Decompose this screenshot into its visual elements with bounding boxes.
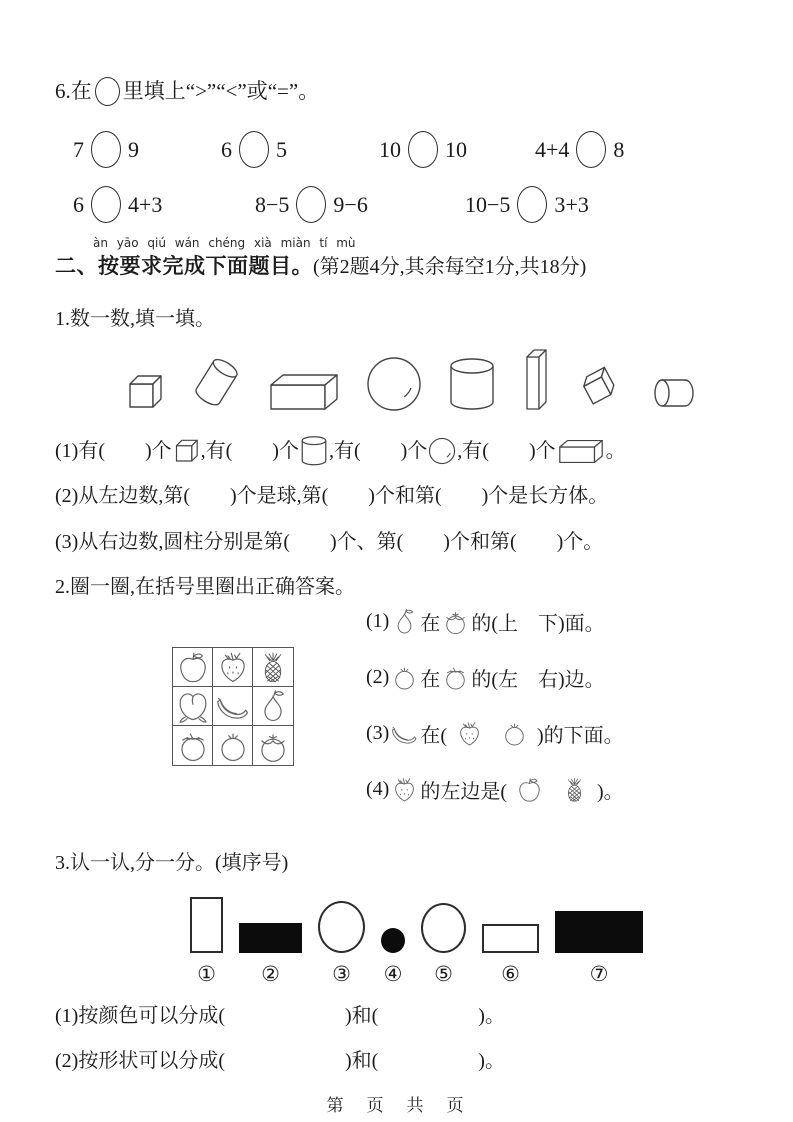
q3-flat-shapes-row <box>190 897 738 986</box>
shape-item <box>318 901 365 986</box>
item-text: )的下面。 <box>537 724 624 747</box>
shape-item <box>190 897 223 986</box>
shape-number-label: ③ <box>332 962 351 986</box>
item-text: 的左边是( <box>420 780 507 803</box>
orange-icon <box>501 720 528 747</box>
section2-title: 二、按要求完成下面题目。 <box>55 255 313 278</box>
white-rect-shape <box>482 924 539 953</box>
white-circle-shape <box>318 901 365 953</box>
black-rect-shape <box>555 911 643 953</box>
pineapple-icon <box>253 648 293 687</box>
item-text: 在 <box>420 668 441 691</box>
shape-item <box>482 924 539 986</box>
item-text: 的(上 下)面。 <box>471 612 605 635</box>
section2-score-note: (第2题4分,其余每空1分,共18分) <box>313 256 587 278</box>
pear-icon <box>391 608 418 635</box>
shape-number-label: ④ <box>383 962 403 986</box>
shape-item <box>555 911 643 986</box>
q3-blank-line-1: (1)按颜色可以分成( )和( )。 <box>55 1005 505 1027</box>
comparison-item <box>73 186 255 223</box>
line-text: ,有( )个 <box>200 440 299 462</box>
answer-circle-icon <box>91 131 121 168</box>
apple-icon <box>173 648 213 687</box>
q2-block <box>55 601 738 827</box>
sphere-icon <box>365 355 423 413</box>
item-text: 在 <box>420 612 441 635</box>
cube-icon <box>125 371 165 413</box>
q6-comparison-row-2 <box>55 181 738 227</box>
right-value: 8 <box>613 136 625 162</box>
item-number: (3) <box>366 721 390 744</box>
q2-items <box>366 603 624 827</box>
banana-icon <box>213 687 253 726</box>
q6-comparison-row-1 <box>55 126 738 172</box>
strawberry-icon <box>391 776 418 803</box>
answer-circle-icon <box>95 77 120 106</box>
q1-solid-shapes-row <box>125 345 738 413</box>
fruit-grid-wrap <box>172 647 294 766</box>
right-value: 9 <box>128 136 139 162</box>
cuboid-icon <box>267 371 341 413</box>
cube-tilted-icon <box>575 365 625 413</box>
answer-circle-icon <box>239 131 269 168</box>
cylinder-side-icon <box>649 373 697 413</box>
sphere-icon <box>428 437 456 465</box>
comparison-item <box>255 186 465 223</box>
q1-blank-line-2: (2)从左边数,第( )个是球,第( )个和第( )个是长方体。 <box>55 485 609 507</box>
q1-title: 1.数一数,填一填。 <box>55 308 215 330</box>
cuboid-icon <box>557 438 605 465</box>
banana-icon <box>391 720 418 747</box>
q6-title-prefix: 6.在 <box>55 79 92 103</box>
tomato-icon <box>442 664 469 691</box>
right-value: 5 <box>276 136 287 162</box>
comparison-item <box>221 131 379 168</box>
shape-item <box>421 903 466 986</box>
footer-page-label: 第 页 共 页 <box>326 1096 467 1115</box>
answer-circle-icon <box>91 186 121 223</box>
item-text: 的(左 右)边。 <box>471 668 605 691</box>
comparison-item <box>379 131 535 168</box>
q6-title-suffix: 里填上“>”“<”或“=”。 <box>122 79 320 103</box>
q2-item-3 <box>366 715 624 751</box>
item-number: (1) <box>366 609 390 632</box>
shape-item <box>381 928 405 986</box>
q6-title <box>55 76 738 106</box>
line-text: ,有( )个 <box>457 440 556 462</box>
answer-circle-icon <box>517 186 547 223</box>
fruit-grid <box>172 647 294 766</box>
shape-item <box>239 923 302 986</box>
section2-pinyin: àn yāo qiú wán chéng xià miàn tí mù <box>93 236 356 250</box>
orange-icon <box>213 726 253 765</box>
left-value: 6 <box>221 136 232 162</box>
answer-circle-icon <box>296 186 326 223</box>
cylinder-tilted-icon <box>189 353 243 413</box>
q3-title: 3.认一认,分一分。(填序号) <box>55 852 289 874</box>
line-text: (1)有( )个 <box>55 440 172 462</box>
tomato-icon <box>173 726 213 765</box>
left-value: 6 <box>73 191 84 217</box>
left-value: 8−5 <box>255 191 290 217</box>
item-text: 在( <box>420 724 447 747</box>
orange-icon <box>391 664 418 691</box>
line-text: ,有( )个 <box>328 440 428 462</box>
shape-number-label: ⑤ <box>434 962 453 986</box>
apple-icon <box>516 776 543 803</box>
right-value: 4+3 <box>128 191 163 217</box>
strawberry-icon <box>213 648 253 687</box>
item-text: )。 <box>597 780 624 803</box>
strawberry-icon <box>456 720 483 747</box>
answer-circle-icon <box>408 131 438 168</box>
white-rect-shape <box>190 897 223 953</box>
peach-icon <box>173 687 213 726</box>
item-number: (4) <box>366 777 390 800</box>
pear-icon <box>253 687 293 726</box>
line-text: 。 <box>605 440 626 462</box>
persimmon-icon <box>442 608 469 635</box>
shape-number-label: ② <box>261 962 280 986</box>
white-circle-shape <box>421 903 466 953</box>
q3-blank-line-2: (2)按形状可以分成( )和( )。 <box>55 1050 505 1072</box>
q1-blank-line-1 <box>55 429 738 473</box>
black-rect-shape <box>239 923 302 953</box>
q2-title: 2.圈一圈,在括号里圈出正确答案。 <box>55 576 355 598</box>
q1-blank-line-3: (3)从右边数,圆柱分别是第( )个、第( )个和第( )个。 <box>55 531 604 553</box>
persimmon-icon <box>253 726 293 765</box>
item-number: (2) <box>366 665 390 688</box>
comparison-item <box>535 131 738 168</box>
right-value: 10 <box>445 136 467 162</box>
right-value: 3+3 <box>554 191 589 217</box>
pineapple-icon <box>561 776 588 803</box>
answer-circle-icon <box>576 131 606 168</box>
left-value: 10−5 <box>465 191 511 217</box>
right-value: 9−6 <box>333 191 368 217</box>
cylinder-icon <box>300 435 328 467</box>
left-value: 4+4 <box>535 136 570 162</box>
q2-item-4 <box>366 771 624 807</box>
cube-icon <box>173 437 200 465</box>
section2-heading <box>55 251 738 282</box>
left-value: 7 <box>73 136 84 162</box>
q2-item-1 <box>366 603 624 639</box>
comparison-item <box>73 131 221 168</box>
q2-item-2 <box>366 659 624 695</box>
black-circle-shape <box>381 928 405 953</box>
cylinder-icon <box>447 356 497 413</box>
comparison-item <box>465 186 738 223</box>
shape-number-label: ⑥ <box>501 962 520 986</box>
slab-icon <box>521 347 551 413</box>
left-value: 10 <box>379 136 401 162</box>
shape-number-label: ⑦ <box>589 962 609 986</box>
shape-number-label: ① <box>197 962 216 986</box>
